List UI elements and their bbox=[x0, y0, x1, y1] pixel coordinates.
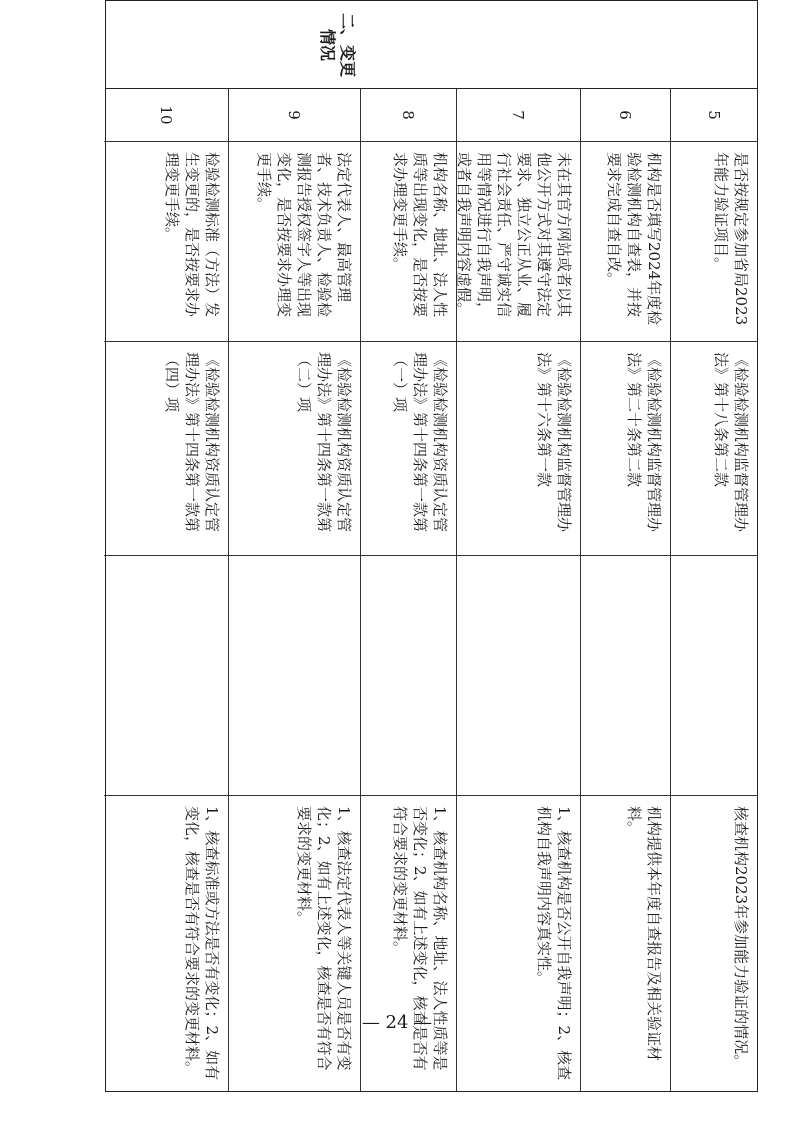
check-basis: 《检验检测机构监督管理办法》第二十条第二款 bbox=[581, 341, 670, 555]
check-content: 1、核查机构名称、地址、法人性质等是否变化；2、如有上述变化，核查是否有符合要求的变更材料。 bbox=[361, 795, 456, 1093]
inspection-table bbox=[105, 88, 758, 1092]
table-row bbox=[104, 89, 229, 1091]
category-label: 二、变更情况 bbox=[318, 12, 357, 77]
check-basis: 《检验检测机构资质认定管理办法》第十四条第一款第（二）项 bbox=[229, 341, 360, 555]
check-method bbox=[361, 555, 456, 795]
check-basis: 《检验检测机构资质认定管理办法》第十四条第一款第（四）项 bbox=[104, 341, 228, 555]
check-item: 法定代表人、最高管理者、技术负责人、检验检测报告授权签字人等出现变化，是否按要求办理变更手续。 bbox=[229, 141, 360, 341]
check-content: 机构提供本年度自查报告及相关验证材料。 bbox=[581, 795, 670, 1093]
check-basis: 《检验检测机构监督管理办法》第十六条第一款 bbox=[457, 341, 580, 555]
check-method bbox=[581, 555, 670, 795]
check-content: 1、核查法定代表人等关键人员是否有变化；2、如有上述变化，核查是否有符合要求的变更材料。 bbox=[229, 795, 360, 1093]
table-row bbox=[581, 89, 671, 1091]
check-basis: 《检验检测机构监督管理办法》第十八条第二款 bbox=[671, 341, 757, 555]
category-column bbox=[105, 0, 758, 88]
check-item: 未在其官方网站或者以其他公开方式对其遵守法定要求、独立公正从业、履行社会责任、严守诚实信用等情况进行自我声明，或者自我声明内容虚假。 bbox=[457, 141, 580, 341]
row-number: 6 bbox=[616, 110, 635, 120]
check-item: 是否按规定参加省局2023年能力验证项目。 bbox=[671, 141, 757, 341]
check-item: 机构名称、地址、法人性质等出现变化，是否按要求办理变更手续。 bbox=[361, 141, 456, 341]
check-content: 1、核查标准或方法是否有变化；2、如有变化，核查是否有符合要求的变更材料。 bbox=[104, 795, 228, 1093]
page-number: — 24 — bbox=[361, 1012, 433, 1033]
check-item: 检验检测标准（方法）发生变更的，是否按要求办理变更手续。 bbox=[104, 141, 228, 341]
table-row bbox=[457, 89, 581, 1091]
check-content: 核查机构2023年参加能力验证的情况。 bbox=[671, 795, 757, 1093]
row-number: 7 bbox=[509, 110, 528, 120]
check-item: 机构是否填写2024年度检验检测机构自查表，并按要求完成自查自改。 bbox=[581, 141, 670, 341]
check-method bbox=[671, 555, 757, 795]
row-number: 9 bbox=[285, 110, 304, 120]
table-row bbox=[229, 89, 361, 1091]
row-number: 8 bbox=[399, 110, 418, 120]
check-method bbox=[229, 555, 360, 795]
check-basis: 《检验检测机构资质认定管理办法》第十四条第一款第（一）项 bbox=[361, 341, 456, 555]
check-method bbox=[457, 555, 580, 795]
check-content: 1、核查机构是否公开自我声明；2、核查机构自我声明内容真实性。 bbox=[457, 795, 580, 1093]
table-row bbox=[361, 89, 457, 1091]
check-method bbox=[104, 555, 228, 795]
row-number: 10 bbox=[157, 105, 175, 125]
table-row bbox=[671, 89, 757, 1091]
row-number: 5 bbox=[705, 110, 723, 120]
